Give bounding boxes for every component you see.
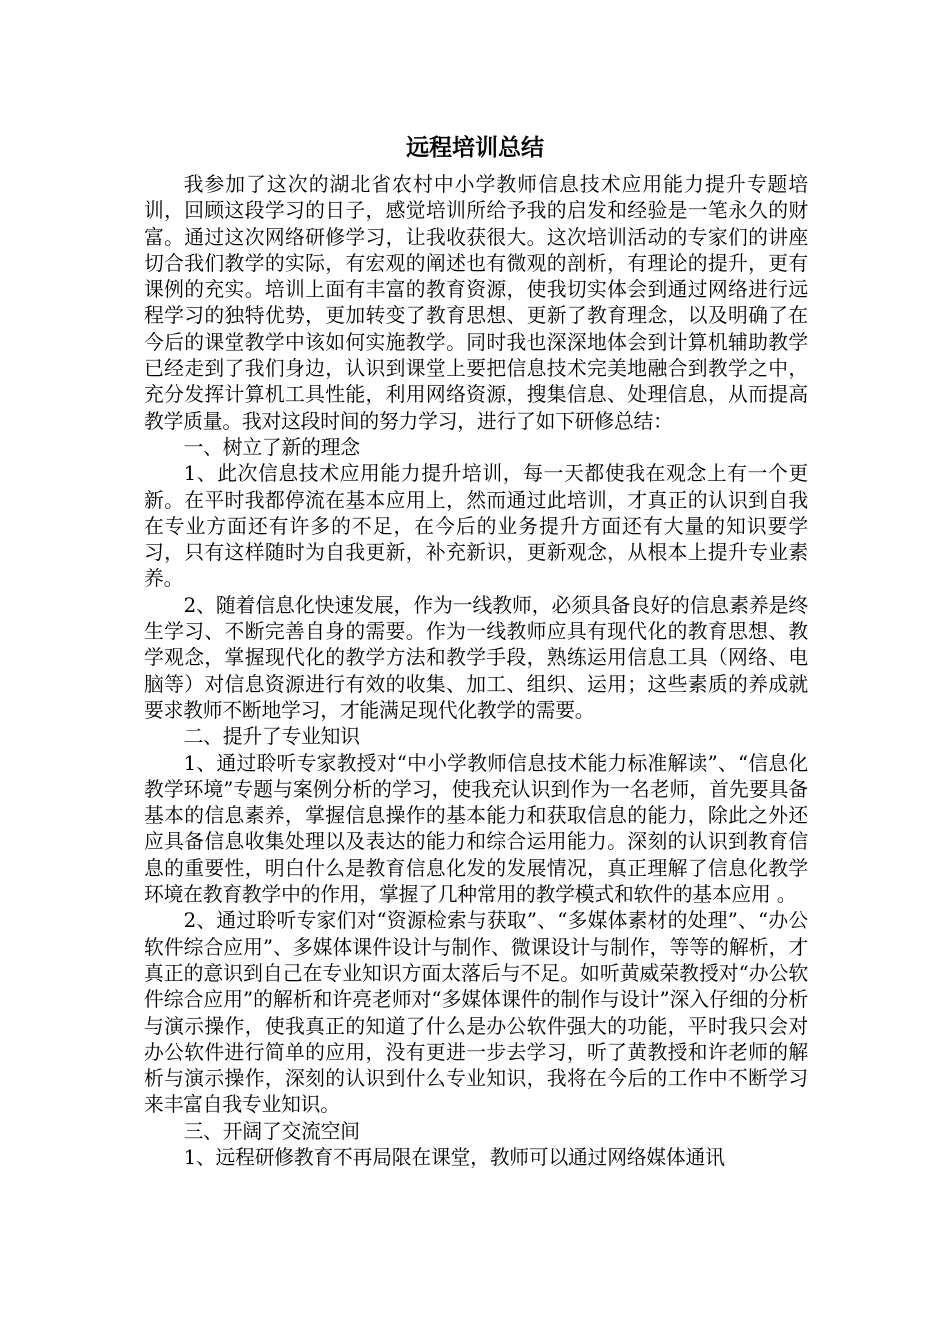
- body-paragraph: 2、随着信息化快速发展，作为一线教师，必须具备良好的信息素养是终生学习、不断完善自身的需要。作为一线教师应具有现代化的教育思想、教学观念，掌握现代化的教学方法和教学手段，熟练运用信息工具（网络、电脑等）对信息资源进行有效的收集、加工、组织、运用；这些素质的养成就要求教师不断地学习，才能满足现代化教学的需要。: [144, 593, 808, 722]
- section-heading-3: 三、开阔了交流空间: [183, 1119, 360, 1143]
- section-heading-2: 二、提升了专业知识: [183, 725, 360, 749]
- document-title: 远程培训总结: [406, 134, 544, 161]
- document-body: [144, 172, 808, 1171]
- body-paragraph: 2、通过聆听专家们对“资源检索与获取”、“多媒体素材的处理”、“办公软件综合应用”、多媒体课件设计与制作、微课设计与制作，等等的解析，才真正的意识到自己在专业知识方面太落后与不足。如听黄威荣教授对“办公软件综合应用”的解析和许亮老师对“多媒体课件的制作与设计”深入仔细的分析与演示操作，使我真正的知道了什么是办公软件强大的功能，平时我只会对办公软件进行简单的应用，没有更进一步去学习，听了黄教授和许老师的解析与演示操作，深刻的认识到什么专业知识，我将在今后的工作中不断学习来丰富自我专业知识。: [144, 909, 808, 1117]
- body-paragraph: 1、远程研修教育不再局限在课堂，教师可以通过网络媒体通讯: [183, 1145, 725, 1169]
- body-paragraph: 1、此次信息技术应用能力提升培训，每一天都使我在观念上有一个更新。在平时我都停流在基本应用上，然而通过此培训，才真正的认识到自我在专业方面还有许多的不足，在今后的业务提升方面还有大量的知识要学习，只有这样随时为自我更新，补充新识，更新观念，从根本上提升专业素养。: [144, 462, 808, 591]
- section-heading-1: 一、树立了新的理念: [183, 435, 360, 459]
- intro-paragraph: 我参加了这次的湖北省农村中小学教师信息技术应用能力提升专题培训，回顾这段学习的日子，感觉培训所给予我的启发和经验是一笔永久的财富。通过这次网络研修学习，让我收获很大。这次培训活动的专家们的讲座切合我们教学的实际，有宏观的阐述也有微观的剖析，有理论的提升，更有课例的充实。培训上面有丰富的教育资源，使我切实体会到通过网络进行远程学习的独特优势，更加转变了教育思想、更新了教育理念，以及明确了在今后的课堂教学中该如何实施教学。同时我也深深地体会到计算机辅助教学已经走到了我们身边，认识到课堂上要把信息技术完美地融合到教学之中，充分发挥计算机工具性能，利用网络资源，搜集信息、处理信息，从而提高教学质量。我对这段时间的努力学习，进行了如下研修总结：: [144, 173, 808, 433]
- body-paragraph: 1、通过聆听专家教授对“中小学教师信息技术能力标准解读”、“信息化教学环境”专题与案例分析的学习，使我充认识到作为一名老师，首先要具备基本的信息素养，掌握信息操作的基本能力和获取信息的能力，除此之外还应具备信息收集处理以及表达的能力和综合运用能力。深刻的认识到教育信息的重要性，明白什么是教育信息化发的发展情况，真正理解了信息化教学环境在教育教学中的作用，掌握了几种常用的教学模式和软件的基本应用 。: [144, 751, 808, 907]
